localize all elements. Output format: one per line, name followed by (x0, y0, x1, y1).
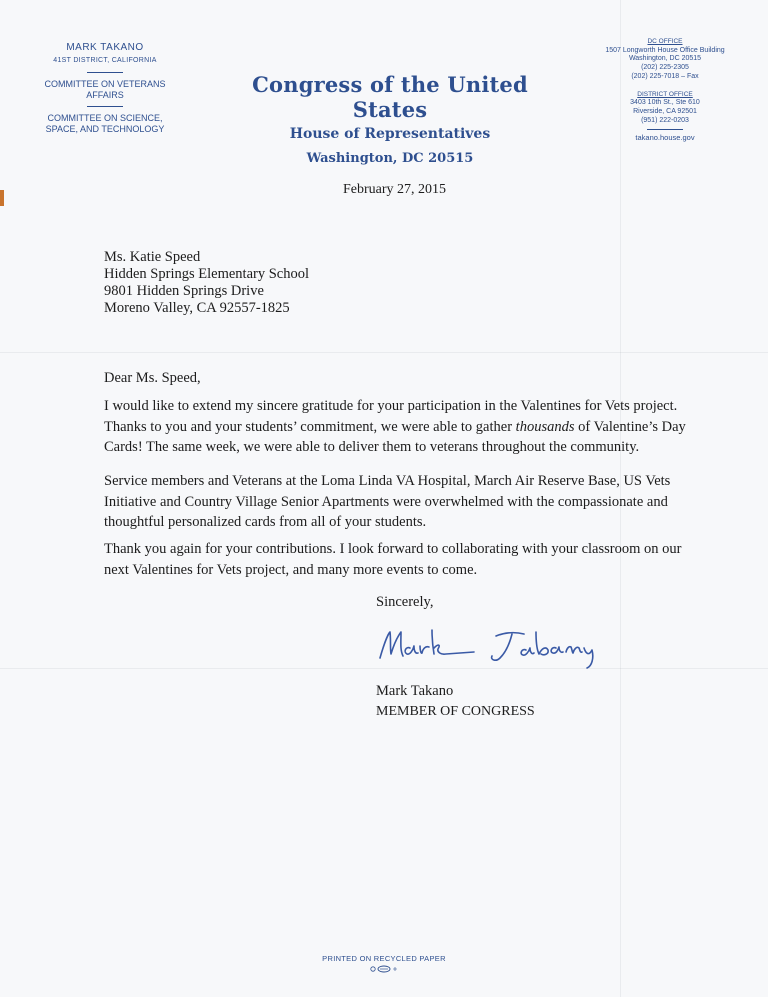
recipient-name: Ms. Katie Speed (104, 249, 201, 265)
letterhead-center (230, 72, 550, 166)
paragraph-1-text-a: I would like to extend my sincere gratitude for your participation in the Valentines for Vets project. Thanks to you and your students’ commitment, we were able to gather (104, 398, 678, 435)
committee-science: COMMITTEE ON SCIENCE, SPACE, AND TECHNOLOGY (45, 113, 165, 134)
dc-phone: (202) 225-2305 (641, 64, 689, 72)
district-label: 41ST DISTRICT, CALIFORNIA (53, 57, 157, 64)
letterhead-right (585, 38, 745, 143)
paper-edge-mark (0, 190, 4, 206)
footer (300, 954, 468, 973)
paragraph-1-emphasis: thousands (515, 418, 575, 435)
district-office-label: DISTRICT OFFICE (637, 90, 693, 98)
divider (87, 106, 123, 107)
congress-title: Congress of the United States (252, 72, 528, 122)
washington-address: Washington, DC 20515 (306, 151, 474, 166)
signer-title: MEMBER OF CONGRESS (376, 704, 535, 719)
house-title: House of Representatives (289, 126, 491, 142)
letter-date: February 27, 2015 (343, 182, 447, 197)
letterhead-left (40, 42, 170, 134)
salutation: Dear Ms. Speed, (104, 370, 201, 386)
union-bug-icon (367, 965, 401, 973)
district-address-line1: 3403 10th St., Ste 610 (630, 99, 700, 107)
signer-name: Mark Takano (376, 683, 454, 699)
district-address-line2: Riverside, CA 92501 (633, 107, 697, 115)
dc-office-label: DC OFFICE (647, 38, 683, 45)
recipient-city: Moreno Valley, CA 92557-1825 (104, 300, 290, 316)
recipient-organization: Hidden Springs Elementary School (104, 266, 309, 282)
paper-fold-line (0, 352, 768, 353)
paragraph-2: Service members and Veterans at the Loma Linda VA Hospital, March Air Reserve Base, US Vets Initiative and Country Village Senior Apartments were overwhelmed with the compassionate and thoughtful personalized cards from all of your students. (104, 473, 671, 530)
paragraph-3: Thank you again for your contributions. I look forward to collaborating with your classroom on our next Valentines for Vets project, and many more events to come. (104, 541, 682, 578)
dc-fax: (202) 225-7018 – Fax (631, 72, 699, 80)
committee-veterans: COMMITTEE ON VETERANS AFFAIRS (44, 79, 166, 100)
website: takano.house.gov (635, 133, 695, 143)
divider (647, 129, 683, 130)
recycled-paper-note: PRINTED ON RECYCLED PAPER (322, 954, 446, 963)
member-name: MARK TAKANO (66, 42, 144, 53)
district-phone: (951) 222-0203 (641, 116, 689, 124)
recipient-street: 9801 Hidden Springs Drive (104, 283, 264, 299)
recipient-address (104, 249, 309, 317)
dc-address-line1: 1507 Longworth House Office Building (605, 46, 725, 54)
signature-image (376, 622, 606, 670)
dc-address-line2: Washington, DC 20515 (628, 55, 702, 63)
paragraph-1 (104, 396, 699, 458)
paragraph-1-text-b: of Valentine’s Day Cards! The same week, we were able to deliver them to veterans throughout the community. (104, 418, 686, 455)
closing: Sincerely, (376, 594, 434, 610)
divider (87, 72, 123, 73)
